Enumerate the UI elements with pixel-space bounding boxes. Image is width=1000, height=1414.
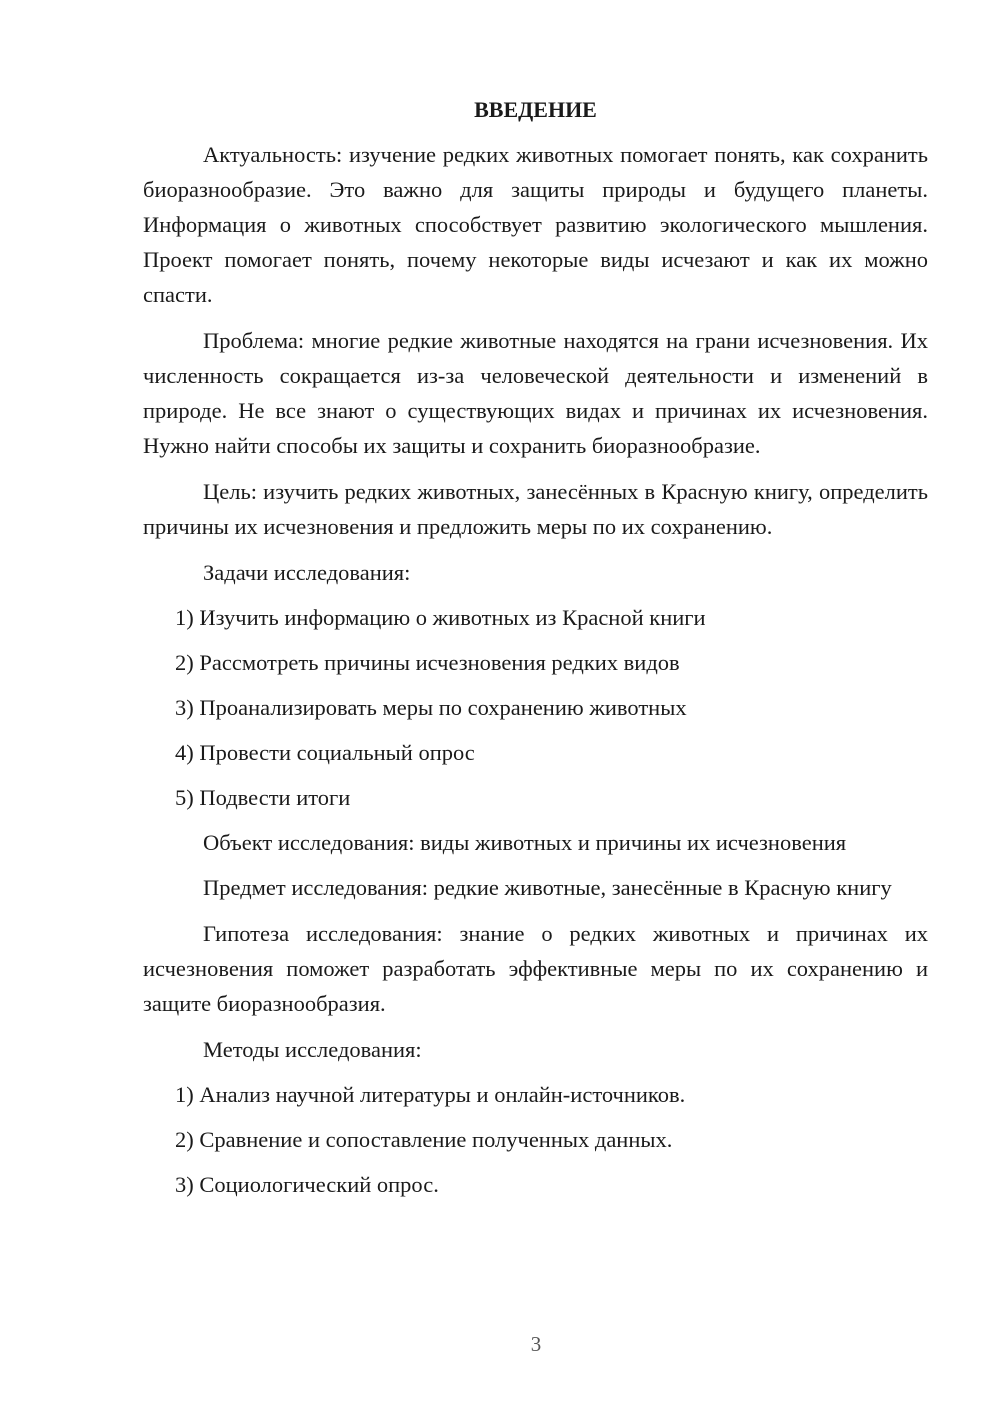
object-paragraph: Объект исследования: виды животных и причины их исчезновения	[203, 830, 847, 855]
task-item-2: 2) Рассмотреть причины исчезновения редких видов	[175, 650, 680, 675]
methods-heading: Методы исследования:	[203, 1037, 422, 1062]
goal-paragraph: Цель: изучить редких животных, занесённых в Красную книгу, определить причины их исчезновения и предложить меры по их сохранению.	[143, 479, 928, 539]
task-item-4: 4) Провести социальный опрос	[175, 740, 475, 765]
hypothesis-paragraph: Гипотеза исследования: знание о редких животных и причинах их исчезновения поможет разработать эффективные меры по их сохранению и защите биоразнообразия.	[143, 921, 928, 1016]
task-item-3: 3) Проанализировать меры по сохранению животных	[175, 695, 687, 720]
page-content	[143, 92, 928, 1212]
method-item-3: 3) Социологический опрос.	[175, 1172, 439, 1197]
page-title: ВВЕДЕНИЕ	[474, 97, 597, 122]
tasks-heading: Задачи исследования:	[203, 560, 411, 585]
subject-paragraph: Предмет исследования: редкие животные, занесённые в Красную книгу	[203, 875, 892, 900]
task-item-5: 5) Подвести итоги	[175, 785, 351, 810]
task-item-1: 1) Изучить информацию о животных из Красной книги	[175, 605, 706, 630]
page-number: 3	[530, 1332, 542, 1356]
method-item-1: 1) Анализ научной литературы и онлайн-источников.	[175, 1082, 686, 1107]
relevance-paragraph: Актуальность: изучение редких животных помогает понять, как сохранить биоразнообразие. Это важно для защиты природы и будущего планеты. Информация о животных способствует развитию экологического мышления. Проект помогает понять, почему некоторые виды исчезают и как их можно спасти.	[143, 142, 928, 307]
method-item-2: 2) Сравнение и сопоставление полученных данных.	[175, 1127, 673, 1152]
problem-paragraph: Проблема: многие редкие животные находятся на грани исчезновения. Их численность сокращается из-за человеческой деятельности и изменений в природе. Не все знают о существующих видах и причинах их исчезновения. Нужно найти способы их защиты и сохранить биоразнообразие.	[143, 328, 928, 458]
